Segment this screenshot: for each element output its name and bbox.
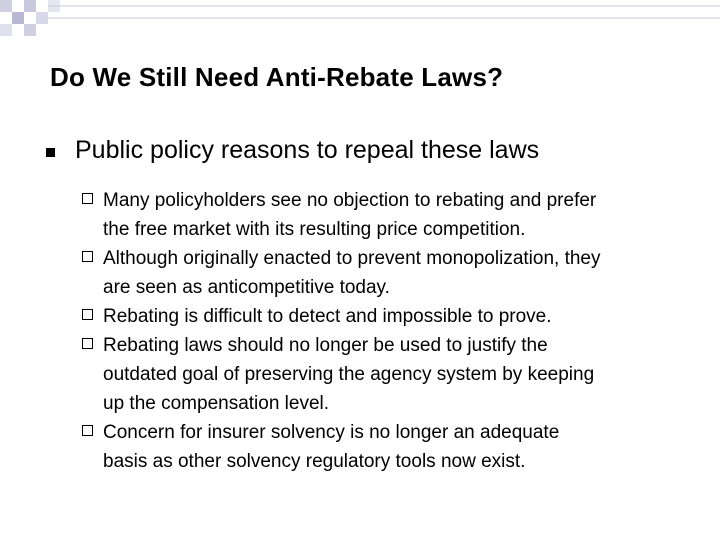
checkbox-bullet-icon: [82, 425, 93, 436]
sub-bullet-line: the free market with its resulting price competition.: [103, 219, 526, 240]
sub-bullet-line: basis as other solvency regulatory tools now exist.: [103, 451, 526, 472]
checkbox-bullet-icon: [82, 251, 93, 262]
sub-bullet-item: [82, 244, 692, 302]
sub-bullet-line: Rebating is difficult to detect and impossible to prove.: [103, 306, 552, 327]
main-bullet-text: Public policy reasons to repeal these laws: [75, 136, 540, 164]
sub-bullet-text: [103, 244, 601, 302]
sub-bullet-line: Many policyholders see no objection to rebating and prefer: [103, 190, 597, 211]
sub-bullet-line: Concern for insurer solvency is no longer an adequate: [103, 422, 560, 443]
sub-bullet-list: [82, 186, 692, 476]
sub-bullet-line: Although originally enacted to prevent monopolization, they: [103, 248, 601, 269]
checkbox-bullet-icon: [82, 193, 93, 204]
sub-bullet-text: [103, 331, 594, 418]
sub-bullet-item: [82, 302, 692, 331]
main-bullet: [46, 136, 539, 165]
sub-bullet-item: [82, 331, 692, 418]
sub-bullet-line: are seen as anticompetitive today.: [103, 277, 390, 298]
sub-bullet-item: [82, 418, 692, 476]
slide-title: Do We Still Need Anti-Rebate Laws?: [50, 62, 504, 92]
sub-bullet-text: [103, 186, 596, 244]
sub-bullet-text: [103, 418, 559, 476]
sub-bullet-line: outdated goal of preserving the agency system by keeping: [103, 364, 595, 385]
checkbox-bullet-icon: [82, 338, 93, 349]
header-decoration: [0, 0, 720, 48]
square-bullet-icon: [46, 148, 55, 157]
sub-bullet-item: [82, 186, 692, 244]
checkbox-bullet-icon: [82, 309, 93, 320]
sub-bullet-line: Rebating laws should no longer be used to justify the: [103, 335, 548, 356]
sub-bullet-text: [103, 302, 552, 331]
sub-bullet-line: up the compensation level.: [103, 393, 330, 414]
